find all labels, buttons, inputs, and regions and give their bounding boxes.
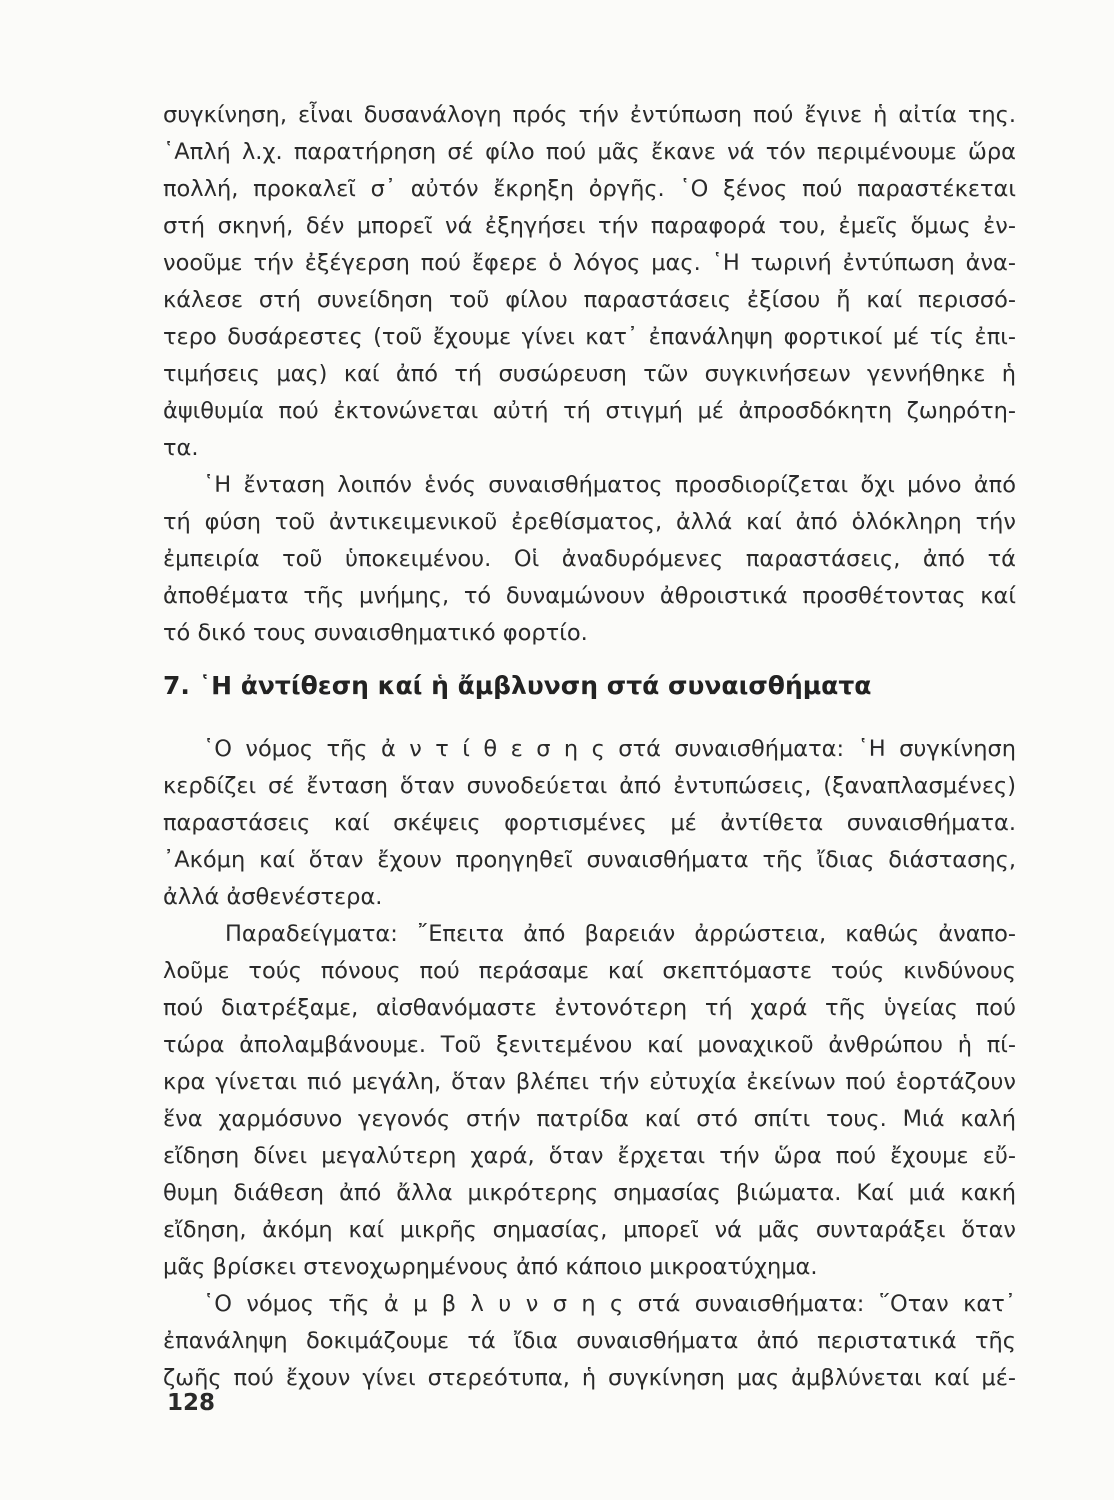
page-number: 128 xyxy=(167,1390,216,1416)
text-line: θυμη διάθεση ἀπό ἄλλα μικρότερης σημασίας βιώματα. Καί μιά κακή xyxy=(163,1180,1016,1206)
section-heading: 7. ῾Η ἀντίθεση καί ἡ ἄμβλυνση στά συναισθήματα xyxy=(163,671,872,700)
text-line: στή σκηνή, δέν μπορεῖ νά ἐξηγήσει τήν παραφορά του, ἐμεῖς ὅμως ἐν- xyxy=(163,213,1016,239)
text-line: εἴδηση, ἀκόμη καί μικρῆς σημασίας, μπορεῖ νά μᾶς συνταράξει ὅταν xyxy=(163,1217,1016,1243)
text-line: κερδίζει σέ ἔνταση ὅταν συνοδεύεται ἀπό ἐντυπώσεις, (ξαναπλασμένες) xyxy=(163,773,1016,799)
text-line: παραστάσεις καί σκέψεις φορτισμένες μέ ἀντίθετα συναισθήματα. xyxy=(163,810,1016,836)
text-line: ἀλλά ἀσθενέστερα. xyxy=(163,884,383,910)
text-line: ἐπανάληψη δοκιμάζουμε τά ἴδια συναισθήματα ἀπό περιστατικά τῆς xyxy=(163,1328,1016,1354)
text-line: πολλή, προκαλεῖ σ᾽ αὐτόν ἔκρηξη ὀργῆς. ῾Ο ξένος πού παραστέκεται xyxy=(163,176,1016,202)
paragraph-start: ῾Ο νόμος τῆς ἀ ν τ ί θ ε σ η ς στά συναισθήματα: ῾Η συγκίνηση xyxy=(203,736,1016,762)
text-line: ἐμπειρία τοῦ ὑποκειμένου. Οἱ ἀναδυρόμενες παραστάσεις, ἀπό τά xyxy=(163,546,1016,572)
text-line: κρα γίνεται πιό μεγάλη, ὅταν βλέπει τήν εὐτυχία ἐκείνων πού ἑορτάζουν xyxy=(163,1069,1016,1095)
text-line: τα. xyxy=(163,435,199,461)
text-line: ἀποθέματα τῆς μνήμης, τό δυναμώνουν ἀθροιστικά προσθέτοντας καί xyxy=(163,583,1016,609)
text-line: λοῦμε τούς πόνους πού περάσαμε καί σκεπτόμαστε τούς κινδύνους xyxy=(163,958,1016,984)
text-line: μᾶς βρίσκει στενοχωρημένους ἀπό κάποιο μικροατύχημα. xyxy=(163,1254,818,1280)
text-line: ζωῆς πού ἔχουν γίνει στερεότυπα, ἡ συγκίνηση μας ἀμβλύνεται καί μέ- xyxy=(163,1365,1016,1391)
text-line: τώρα ἀπολαμβάνουμε. Τοῦ ξενιτεμένου καί μοναχικοῦ ἀνθρώπου ἡ πί- xyxy=(163,1032,1016,1058)
text-line: συγκίνηση, εἶναι δυσανάλογη πρός τήν ἐντύπωση πού ἔγινε ἡ αἰτία της. xyxy=(163,102,1016,128)
text-line: ἕνα χαρμόσυνο γεγονός στήν πατρίδα καί στό σπίτι τους. Μιά καλή xyxy=(163,1106,1016,1132)
text-line: πού διατρέξαμε, αἰσθανόμαστε ἐντονότερη τή χαρά τῆς ὑγείας πού xyxy=(163,995,1016,1021)
text-line: ᾽Ακόμη καί ὅταν ἔχουν προηγηθεῖ συναισθήματα τῆς ἴδιας διάστασης, xyxy=(163,847,1016,873)
text-line: ῾Απλή λ.χ. παρατήρηση σέ φίλο πού μᾶς ἔκανε νά τόν περιμένουμε ὥρα xyxy=(163,139,1016,165)
paragraph-start: Παραδείγματα: ῎Επειτα ἀπό βαρειάν ἀρρώστεια, καθώς ἀναπο- xyxy=(225,921,1016,947)
text-line: τή φύση τοῦ ἀντικειμενικοῦ ἐρεθίσματος, ἀλλά καί ἀπό ὁλόκληρη τήν xyxy=(163,509,1016,535)
paragraph-start: ῾Η ἔνταση λοιπόν ἑνός συναισθήματος προσδιορίζεται ὄχι μόνο ἀπό xyxy=(203,472,1016,498)
text-line: εἴδηση δίνει μεγαλύτερη χαρά, ὅταν ἔρχεται τήν ὥρα πού ἔχουμε εὔ- xyxy=(163,1143,1016,1169)
text-line: νοοῦμε τήν ἐξέγερση πού ἔφερε ὁ λόγος μας. ῾Η τωρινή ἐντύπωση ἀνα- xyxy=(163,250,1016,276)
paragraph-start: ῾Ο νόμος τῆς ἀ μ β λ υ ν σ η ς στά συναισθήματα: ῞Οταν κατ᾽ xyxy=(203,1291,1016,1317)
text-line: τερο δυσάρεστες (τοῦ ἔχουμε γίνει κατ᾽ ἐπανάληψη φορτικοί μέ τίς ἐπι- xyxy=(163,324,1016,350)
text-line: τιμήσεις μας) καί ἀπό τή συσώρευση τῶν συγκινήσεων γεννήθηκε ἡ xyxy=(163,361,1016,387)
text-line: ἀψιθυμία πού ἐκτονώνεται αὐτή τή στιγμή μέ ἀπροσδόκητη ζωηρότη- xyxy=(163,398,1016,424)
text-line: κάλεσε στή συνείδηση τοῦ φίλου παραστάσεις ἐξίσου ἤ καί περισσό- xyxy=(163,287,1016,313)
text-line: τό δικό τους συναισθηματικό φορτίο. xyxy=(163,620,588,646)
